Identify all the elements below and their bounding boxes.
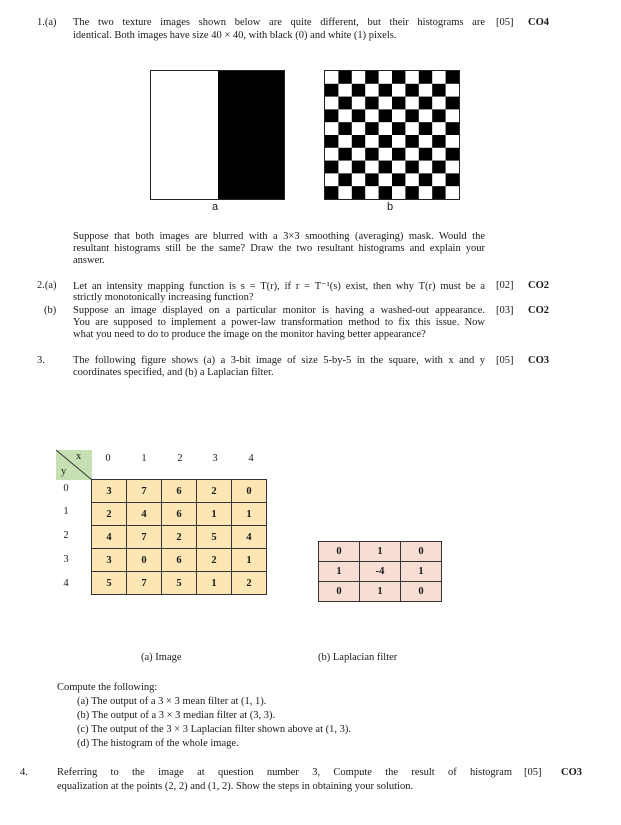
q2a-text-line2: strictly monotonically increasing function? [73, 292, 254, 303]
q2a-course-outcome: CO2 [528, 280, 549, 291]
x-coord-4: 4 [248, 453, 254, 464]
q3-text-line2: coordinates specified, and (b) a Laplacian filter. [73, 367, 274, 378]
image-cell: 3 [92, 480, 127, 503]
q1-text-line1: The two texture images shown below are quite different, but their histograms are [73, 17, 485, 28]
image-cell: 5 [92, 572, 127, 595]
x-coord-3: 3 [212, 453, 218, 464]
q2b-number: (b) [44, 305, 57, 316]
q1-course-outcome: CO4 [528, 17, 549, 28]
image-cell: 5 [162, 572, 197, 595]
q1-text-line2: identical. Both images have size 40 × 40, with black (0) and white (1) pixels. [73, 30, 397, 41]
y-coord-4: 4 [63, 578, 69, 589]
laplacian-cell: 0 [319, 542, 360, 562]
q2a-text-line1: Let an intensity mapping function is s = T(r), if r = T⁻¹(s) exist, then why T(r) must be a [73, 281, 485, 292]
compute-task-d: (d) The histogram of the whole image. [77, 738, 239, 749]
image-cell: 6 [162, 480, 197, 503]
compute-intro: Compute the following: [57, 682, 158, 693]
q4-text-line1: Referring to the image at question number 3, Compute the result of histogram [57, 767, 512, 778]
q2b-text-line2: You are supposed to implement a power-law transformation method to fix this issue. Now [73, 317, 485, 328]
compute-task-c: (c) The output of the 3 × 3 Laplacian filter shown above at (1, 3). [77, 724, 351, 735]
q1-follow-line2: resultant histograms still be the same? Draw the two resultant histograms and explain your [73, 243, 485, 254]
image-cell: 0 [127, 549, 162, 572]
laplacian-row-1 [319, 562, 442, 582]
image-cell: 2 [162, 526, 197, 549]
caption-image: (a) Image [141, 652, 182, 663]
q4-text-line2: equalization at the points (2, 2) and (1, 2). Show the steps in obtaining your solution. [57, 781, 414, 792]
image-cell: 2 [232, 572, 267, 595]
x-coord-0: 0 [105, 453, 111, 464]
x-axis-label: x [76, 451, 82, 462]
q2a-number: 2.(a) [37, 280, 57, 291]
q3-text-line1: The following figure shows (a) a 3-bit image of size 5-by-5 in the square, with x and y [73, 355, 485, 366]
q4-number: 4. [20, 767, 28, 778]
q3-number: 3. [37, 355, 45, 366]
image-cell: 6 [162, 549, 197, 572]
texture-image-a [150, 70, 285, 200]
image-cell: 3 [92, 549, 127, 572]
q2b-course-outcome: CO2 [528, 305, 549, 316]
x-coord-1: 1 [141, 453, 147, 464]
image-cell: 1 [197, 503, 232, 526]
image-cell: 7 [127, 480, 162, 503]
texture-image-b [324, 70, 460, 200]
q2b-text-line3: what you need to do to produce the image on the monitor having better appearance? [73, 329, 426, 340]
laplacian-cell: 0 [401, 582, 442, 602]
caption-laplacian: (b) Laplacian filter [318, 652, 398, 663]
image-cell: 6 [162, 503, 197, 526]
laplacian-cell: 1 [360, 542, 401, 562]
image-cell: 1 [232, 503, 267, 526]
image-cell: 1 [232, 549, 267, 572]
q1-follow-line3: answer. [73, 255, 105, 266]
q4-course-outcome: CO3 [561, 767, 582, 778]
image-cell: 4 [92, 526, 127, 549]
q1-marks: [05] [496, 17, 514, 28]
image-row-4 [92, 572, 267, 595]
texture-image-b-label: b [387, 201, 394, 213]
image-row-1 [92, 503, 267, 526]
image-cell: 5 [197, 526, 232, 549]
q2b-text-line1: Suppose an image displayed on a particular monitor is having a washed-out appearance. [73, 305, 485, 316]
y-axis-label: y [61, 466, 67, 477]
y-coord-1: 1 [63, 506, 69, 517]
texture-a-black-half [218, 71, 285, 199]
image-cell: 2 [197, 480, 232, 503]
image-cell: 2 [197, 549, 232, 572]
image-cell: 7 [127, 572, 162, 595]
q1-number: 1.(a) [37, 17, 57, 28]
y-coord-2: 2 [63, 530, 69, 541]
image-cell: 7 [127, 526, 162, 549]
laplacian-cell: 0 [319, 582, 360, 602]
texture-a-white-half [151, 71, 218, 199]
laplacian-cell: -4 [360, 562, 401, 582]
q4-marks: [05] [524, 767, 542, 778]
compute-task-a: (a) The output of a 3 × 3 mean filter at (1, 1). [77, 696, 267, 707]
y-coord-0: 0 [63, 483, 69, 494]
x-coord-2: 2 [177, 453, 183, 464]
image-row-2 [92, 526, 267, 549]
laplacian-cell: 1 [360, 582, 401, 602]
image-cell: 1 [197, 572, 232, 595]
y-coord-3: 3 [63, 554, 69, 565]
laplacian-filter-table [318, 541, 442, 602]
image-cell: 4 [232, 526, 267, 549]
q2b-marks: [03] [496, 305, 514, 316]
image-cell: 4 [127, 503, 162, 526]
laplacian-cell: 1 [319, 562, 360, 582]
laplacian-row-2 [319, 582, 442, 602]
image-cell: 0 [232, 480, 267, 503]
laplacian-cell: 0 [401, 542, 442, 562]
image-row-3 [92, 549, 267, 572]
q3-marks: [05] [496, 355, 514, 366]
q2a-marks: [02] [496, 280, 514, 291]
image-5x5-table [91, 479, 267, 595]
compute-task-b: (b) The output of a 3 × 3 median filter at (3, 3). [77, 710, 276, 721]
image-row-0 [92, 480, 267, 503]
texture-image-a-label: a [212, 201, 219, 213]
laplacian-cell: 1 [401, 562, 442, 582]
image-cell: 2 [92, 503, 127, 526]
laplacian-row-0 [319, 542, 442, 562]
q3-course-outcome: CO3 [528, 355, 549, 366]
q1-follow-line1: Suppose that both images are blurred with a 3×3 smoothing (averaging) mask. Would the [73, 231, 485, 242]
